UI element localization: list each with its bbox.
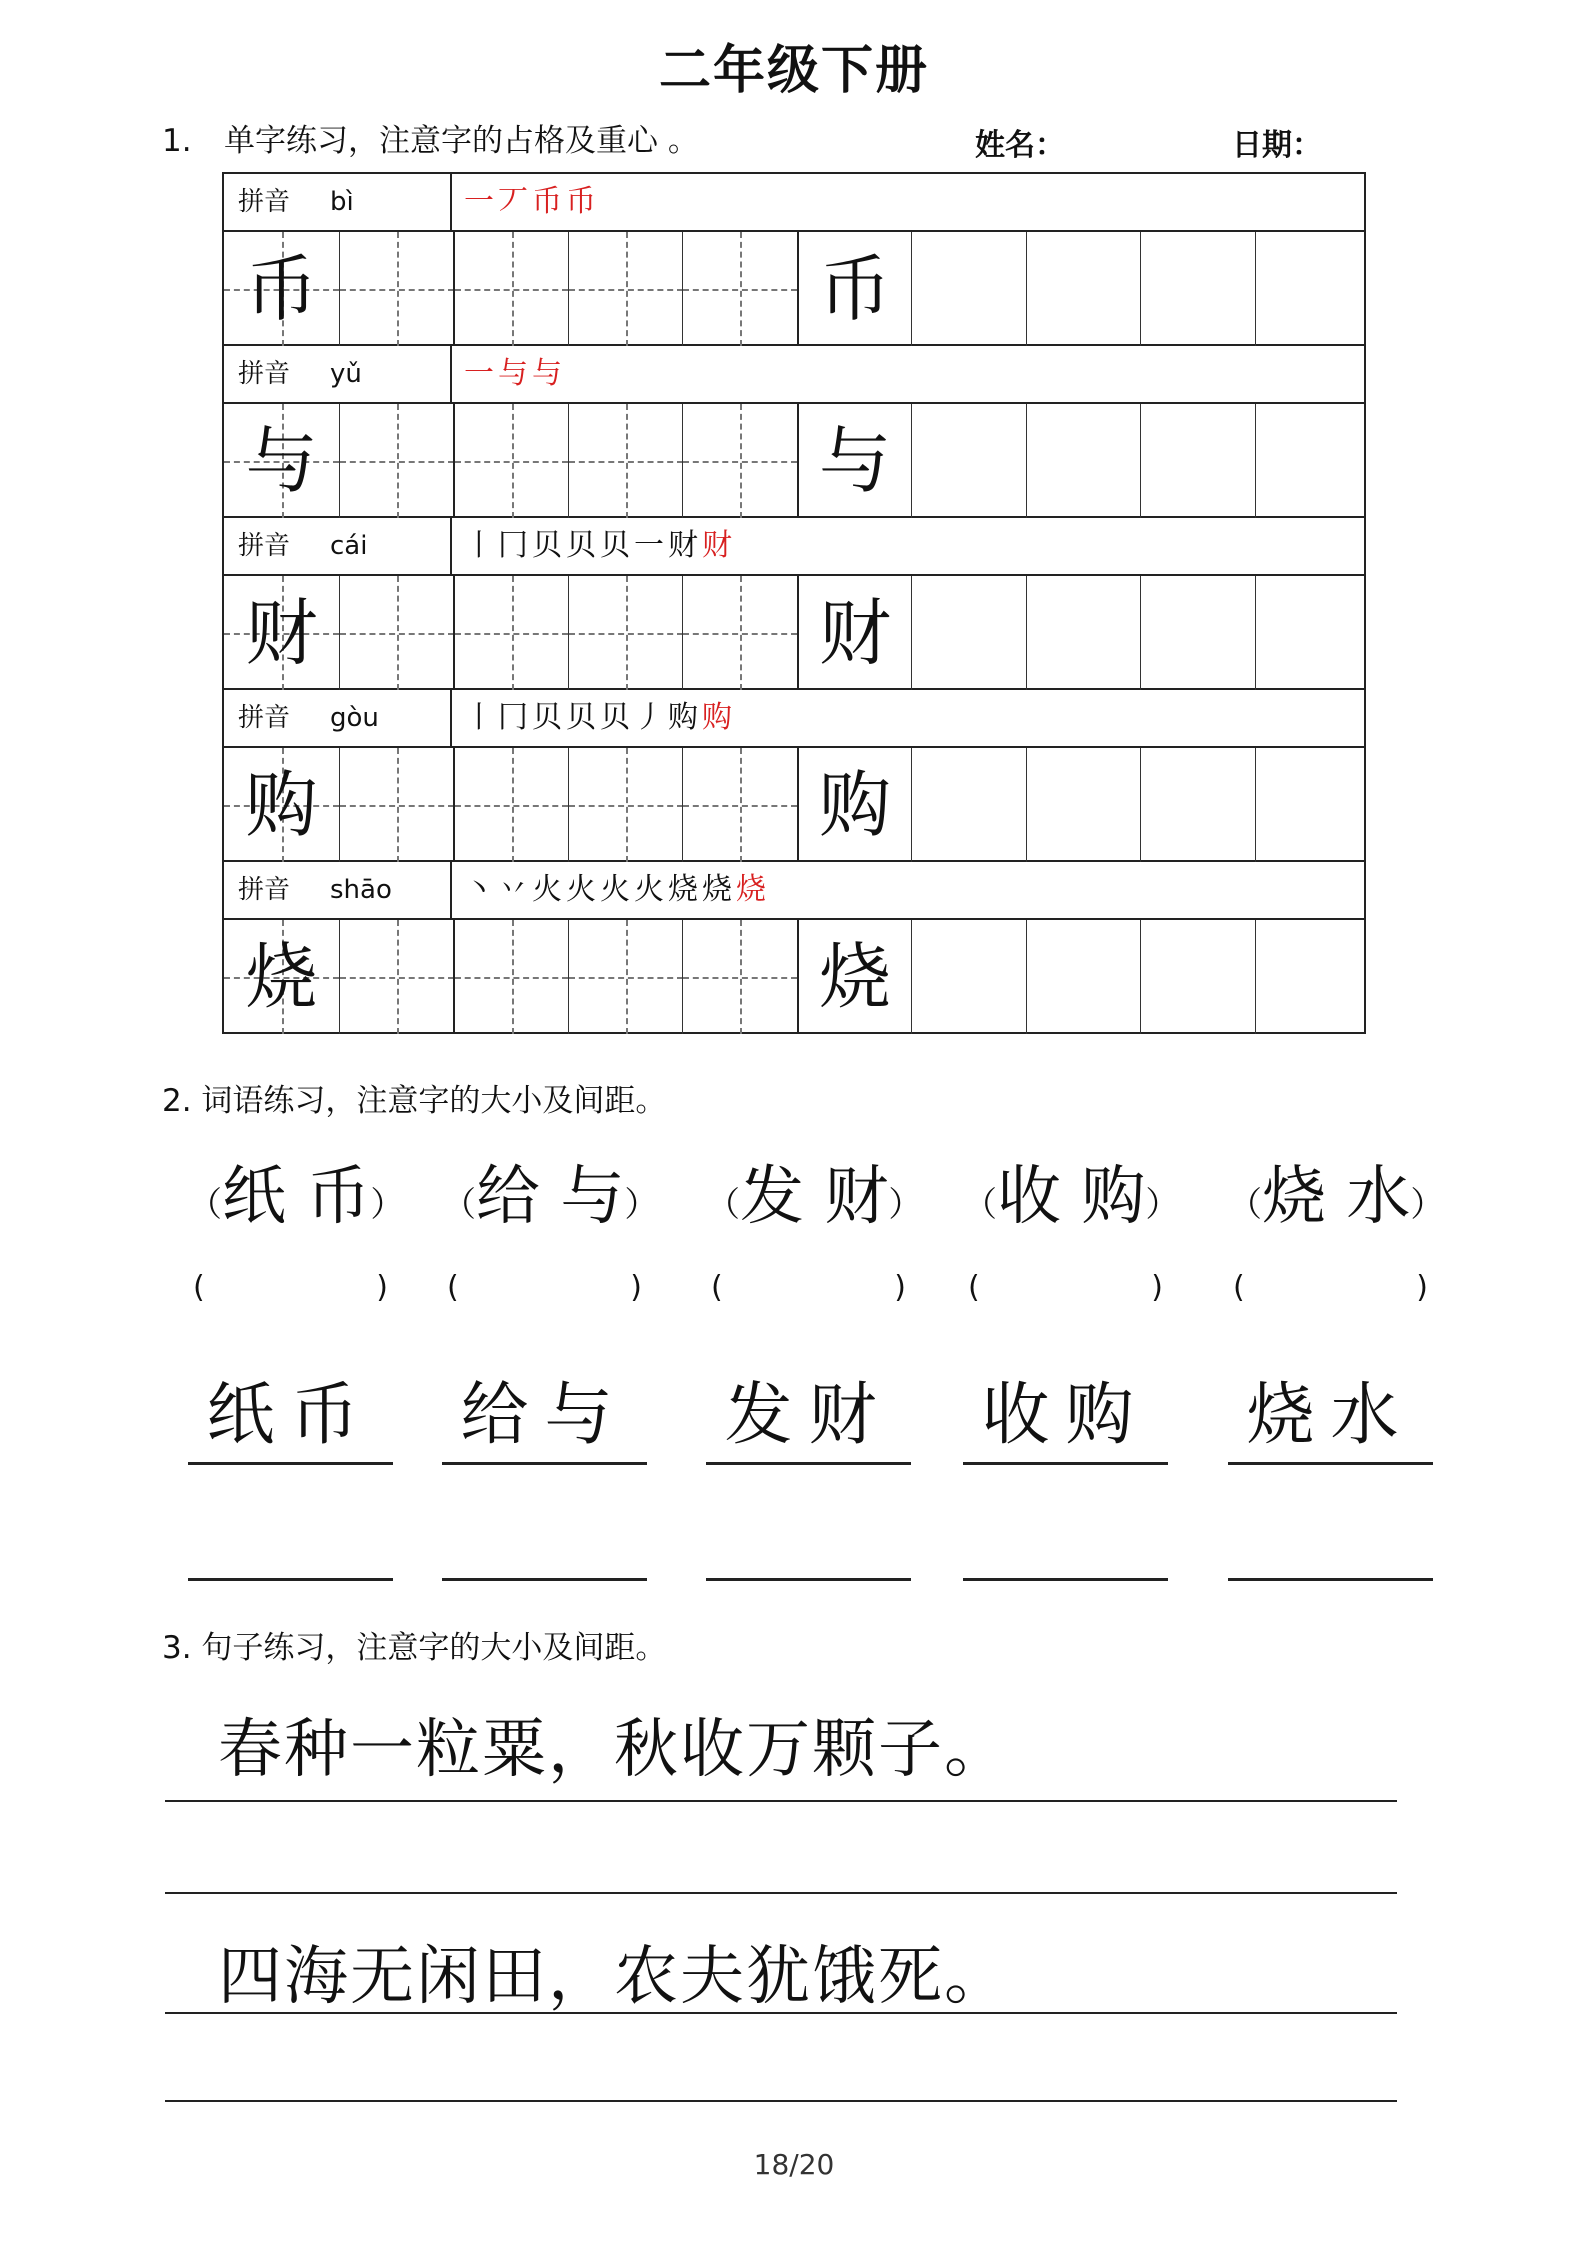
tian-grid-cell xyxy=(339,748,454,862)
tian-grid-cell xyxy=(339,576,454,690)
model-character: 财 xyxy=(245,591,318,675)
word-with-parentheses xyxy=(1228,1145,1445,1237)
word-with-parentheses xyxy=(442,1145,659,1237)
word-with-parentheses xyxy=(188,1145,405,1237)
square-grid-cell xyxy=(911,748,1026,862)
model-character: 购 xyxy=(818,763,891,847)
model-character: 购 xyxy=(245,763,318,847)
pinyin-value: shāo xyxy=(330,875,392,905)
stroke-order xyxy=(464,862,770,918)
stroke-order xyxy=(464,346,566,402)
character-row xyxy=(224,748,1364,862)
stroke-order-black: 丨冂贝贝贝丿购 xyxy=(464,700,702,735)
pinyin-blank[interactable] xyxy=(188,1270,393,1310)
tian-grid-cell xyxy=(453,576,568,690)
pinyin-label xyxy=(224,862,452,918)
square-grid-cell xyxy=(1140,232,1255,346)
pinyin-row xyxy=(224,518,1364,576)
tian-grid-cell xyxy=(453,232,568,346)
pinyin-blank[interactable] xyxy=(706,1270,911,1310)
tian-grid-cell xyxy=(453,920,568,1034)
trace-word: 发财 xyxy=(706,1370,911,1465)
writing-line[interactable] xyxy=(963,1578,1168,1581)
model-character: 币 xyxy=(245,247,318,331)
square-grid-cell xyxy=(1026,748,1141,862)
model-character: 财 xyxy=(818,591,891,675)
square-grid-cell xyxy=(1255,748,1370,862)
model-sentence: 春种一粒粟，秋收万颗子。 xyxy=(218,1713,1010,1787)
character-row xyxy=(224,404,1364,518)
pinyin-label-text: 拼音 xyxy=(238,875,291,905)
square-grid-cell xyxy=(1140,576,1255,690)
word: 收 购 xyxy=(997,1160,1146,1234)
square-grid-cell xyxy=(911,920,1026,1034)
stroke-order-black: 丶丷火火火火烧烧 xyxy=(464,872,736,907)
stroke-order xyxy=(464,174,600,230)
section1-number: 1. xyxy=(162,123,192,159)
stroke-order-red: 购 xyxy=(702,700,736,735)
blank-close: ) xyxy=(1416,1270,1428,1305)
pinyin-label xyxy=(224,346,452,402)
blank-close: ) xyxy=(630,1270,642,1305)
model-sentence: 四海无闲田，农夫犹饿死。 xyxy=(218,1940,1010,2014)
tian-grid-cell xyxy=(453,748,568,862)
square-grid-cell xyxy=(797,920,912,1034)
blank-open: ( xyxy=(711,1270,723,1305)
square-grid-cell xyxy=(797,576,912,690)
name-label: 姓名： xyxy=(975,128,1065,163)
tian-grid-cell xyxy=(224,404,339,518)
writing-line[interactable] xyxy=(706,1578,911,1581)
tian-grid-cell xyxy=(682,576,797,690)
tian-grid-cell xyxy=(682,404,797,518)
close-paren: ） xyxy=(888,1185,923,1225)
tian-grid-cell xyxy=(682,748,797,862)
blank-open: ( xyxy=(447,1270,459,1305)
section2-instruction: 2. 词语练习，注意字的大小及间距。 xyxy=(162,1083,667,1119)
sentence-baseline xyxy=(165,1800,1397,1802)
blank-open: ( xyxy=(1233,1270,1245,1305)
square-grid-cell xyxy=(1255,404,1370,518)
word: 纸 币 xyxy=(222,1160,371,1234)
tian-grid-cell xyxy=(339,920,454,1034)
square-grid-cell xyxy=(1255,576,1370,690)
pinyin-value: yǔ xyxy=(330,359,362,389)
model-character: 币 xyxy=(818,247,891,331)
blank-open: ( xyxy=(193,1270,205,1305)
tian-grid-cell xyxy=(224,920,339,1034)
blank-close: ) xyxy=(894,1270,906,1305)
section1-heading xyxy=(162,115,699,160)
tian-grid-cell xyxy=(568,404,683,518)
pinyin-row xyxy=(224,862,1364,920)
open-paren: （ xyxy=(442,1185,476,1225)
character-row xyxy=(224,576,1364,690)
square-grid-cell xyxy=(1026,404,1141,518)
word: 发 财 xyxy=(740,1160,889,1234)
stroke-order-red: 烧 xyxy=(736,872,770,907)
close-paren: ） xyxy=(370,1185,405,1225)
writing-line[interactable] xyxy=(188,1578,393,1581)
date-label: 日期： xyxy=(1232,128,1322,163)
blank-close: ) xyxy=(1151,1270,1163,1305)
close-paren: ） xyxy=(1145,1185,1180,1225)
pinyin-label xyxy=(224,518,452,574)
pinyin-value: bì xyxy=(330,187,354,217)
square-grid-cell xyxy=(911,576,1026,690)
pinyin-value: gòu xyxy=(330,703,379,733)
close-paren: ） xyxy=(624,1185,659,1225)
trace-word: 给与 xyxy=(442,1370,647,1465)
sentence-writing-line[interactable] xyxy=(165,2100,1397,2102)
model-character: 与 xyxy=(245,419,318,503)
tian-grid-cell xyxy=(568,232,683,346)
tian-grid-cell xyxy=(224,748,339,862)
pinyin-blank[interactable] xyxy=(1228,1270,1433,1310)
word: 给 与 xyxy=(476,1160,625,1234)
stroke-order-red: 一与与 xyxy=(464,356,566,391)
pinyin-label-text: 拼音 xyxy=(238,531,291,561)
sentence-baseline xyxy=(165,2012,1397,2014)
tian-grid-cell xyxy=(224,576,339,690)
square-grid-cell xyxy=(1255,232,1370,346)
tian-grid-cell xyxy=(682,920,797,1034)
pinyin-row xyxy=(224,174,1364,232)
trace-word: 烧水 xyxy=(1228,1370,1433,1465)
tian-grid-cell xyxy=(339,232,454,346)
word: 烧 水 xyxy=(1262,1160,1411,1234)
pinyin-label-text: 拼音 xyxy=(238,703,291,733)
tian-grid-cell xyxy=(682,232,797,346)
pinyin-label xyxy=(224,690,452,746)
pinyin-label-text: 拼音 xyxy=(238,187,291,217)
model-character: 烧 xyxy=(818,935,891,1019)
open-paren: （ xyxy=(188,1185,222,1225)
blank-open: ( xyxy=(968,1270,980,1305)
section1-instruction: 单字练习，注意字的占格及重心 。 xyxy=(224,123,699,159)
stroke-order-red: 一丆币币 xyxy=(464,184,600,219)
square-grid-cell xyxy=(797,748,912,862)
section3-instruction: 3. 句子练习，注意字的大小及间距。 xyxy=(162,1630,667,1666)
pinyin-label-text: 拼音 xyxy=(238,359,291,389)
stroke-order xyxy=(464,518,736,574)
character-row xyxy=(224,920,1364,1034)
square-grid-cell xyxy=(1026,920,1141,1034)
blank-close: ) xyxy=(376,1270,388,1305)
square-grid-cell xyxy=(911,232,1026,346)
tian-grid-cell xyxy=(224,232,339,346)
writing-line[interactable] xyxy=(1228,1578,1433,1581)
square-grid-cell xyxy=(1140,404,1255,518)
page-number: 18/20 xyxy=(753,2148,835,2181)
tian-grid-cell xyxy=(568,920,683,1034)
pinyin-row xyxy=(224,346,1364,404)
stroke-order-red: 财 xyxy=(702,528,736,563)
open-paren: （ xyxy=(706,1185,740,1225)
square-grid-cell xyxy=(797,404,912,518)
square-grid-cell xyxy=(1140,748,1255,862)
sentence-writing-line[interactable] xyxy=(165,1892,1397,1894)
pinyin-row xyxy=(224,690,1364,748)
stroke-order-black: 丨冂贝贝贝一财 xyxy=(464,528,702,563)
close-paren: ） xyxy=(1410,1185,1445,1225)
character-practice-grid xyxy=(222,172,1366,1034)
character-row xyxy=(224,232,1364,346)
word-with-parentheses xyxy=(706,1145,923,1237)
model-character: 与 xyxy=(818,419,891,503)
square-grid-cell xyxy=(1026,576,1141,690)
pinyin-label xyxy=(224,174,452,230)
open-paren: （ xyxy=(1228,1185,1262,1225)
writing-line[interactable] xyxy=(442,1578,647,1581)
pinyin-blank[interactable] xyxy=(442,1270,647,1310)
square-grid-cell xyxy=(911,404,1026,518)
page-title: 二年级下册 xyxy=(658,41,929,101)
tian-grid-cell xyxy=(568,576,683,690)
square-grid-cell xyxy=(1255,920,1370,1034)
open-paren: （ xyxy=(963,1185,997,1225)
square-grid-cell xyxy=(1140,920,1255,1034)
pinyin-blank[interactable] xyxy=(963,1270,1168,1310)
square-grid-cell xyxy=(1026,232,1141,346)
stroke-order xyxy=(464,690,736,746)
pinyin-value: cái xyxy=(330,531,368,561)
tian-grid-cell xyxy=(568,748,683,862)
tian-grid-cell xyxy=(339,404,454,518)
trace-word: 收购 xyxy=(963,1370,1168,1465)
trace-word: 纸币 xyxy=(188,1370,393,1465)
tian-grid-cell xyxy=(453,404,568,518)
square-grid-cell xyxy=(797,232,912,346)
word-with-parentheses xyxy=(963,1145,1180,1237)
model-character: 烧 xyxy=(245,935,318,1019)
